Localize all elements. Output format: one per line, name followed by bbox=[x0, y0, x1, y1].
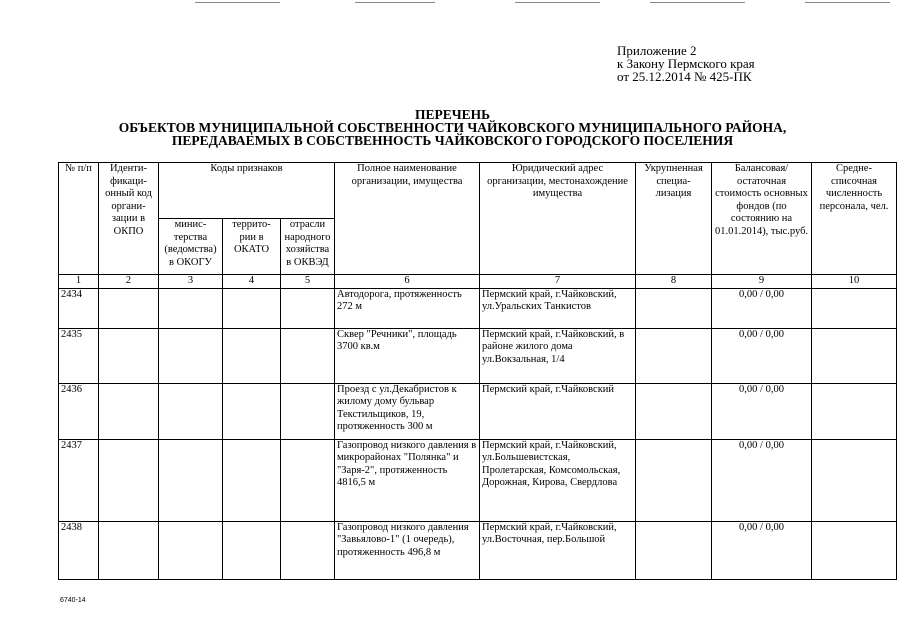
cell-empty bbox=[812, 383, 897, 439]
cell-empty bbox=[281, 521, 335, 579]
scan-top-mark bbox=[515, 2, 600, 3]
column-number: 8 bbox=[636, 275, 712, 289]
column-number: 4 bbox=[223, 275, 281, 289]
cell-empty bbox=[159, 383, 223, 439]
header-address: Юридический адрес организации, местонахождение имущества bbox=[480, 163, 636, 275]
cell-empty bbox=[812, 328, 897, 383]
object-address: Пермский край, г.Чайковский, ул.Уральских Танкистов bbox=[480, 288, 636, 328]
cell-empty bbox=[159, 439, 223, 521]
header-num: № п/п bbox=[59, 163, 99, 275]
header-codes: Коды признаков bbox=[159, 163, 335, 219]
scan-top-mark bbox=[805, 2, 890, 3]
header-spec: Укрупненная специа- лизация bbox=[636, 163, 712, 275]
cell-empty bbox=[281, 328, 335, 383]
column-number: 3 bbox=[159, 275, 223, 289]
scan-top-mark bbox=[355, 2, 435, 3]
column-number: 10 bbox=[812, 275, 897, 289]
header-staff: Средне- списочная численность персонала, чел. bbox=[812, 163, 897, 275]
title-line: ПЕРЕДАВАЕМЫХ В СОБСТВЕННОСТЬ ЧАЙКОВСКОГО ГОРОДСКОГО ПОСЕЛЕНИЯ bbox=[171, 133, 734, 148]
object-address: Пермский край, г.Чайковский, ул.Восточная, пер.Большой bbox=[480, 521, 636, 579]
header-okato: террито- рии в ОКАТО bbox=[223, 219, 281, 275]
title-line: ОБЪЕКТОВ МУНИЦИПАЛЬНОЙ СОБСТВЕННОСТИ ЧАЙКОВСКОГО МУНИЦИПАЛЬНОГО РАЙОНА, bbox=[118, 120, 787, 135]
appendix-line: Приложение 2 bbox=[617, 43, 697, 58]
cell-empty bbox=[99, 383, 159, 439]
document-title bbox=[0, 108, 905, 147]
header-okpo: Иденти- фикаци- онный код органи- зации в ОКПО bbox=[99, 163, 159, 275]
row-number: 2437 bbox=[59, 439, 99, 521]
cell-empty bbox=[159, 288, 223, 328]
cell-empty bbox=[99, 521, 159, 579]
header-okogu: минис- терства (ведомства) в ОКОГУ bbox=[159, 219, 223, 275]
column-number: 6 bbox=[335, 275, 480, 289]
object-name: Автодорога, протяженность 272 м bbox=[335, 288, 480, 328]
document-code: 6740-14 bbox=[60, 597, 86, 604]
table-row bbox=[59, 288, 897, 328]
scan-top-mark bbox=[195, 2, 280, 3]
cell-empty bbox=[636, 328, 712, 383]
cell-empty bbox=[812, 439, 897, 521]
cell-empty bbox=[281, 439, 335, 521]
cell-empty bbox=[99, 288, 159, 328]
cell-empty bbox=[223, 383, 281, 439]
cell-empty bbox=[812, 288, 897, 328]
object-address: Пермский край, г.Чайковский, в районе жилого дома ул.Вокзальная, 1/4 bbox=[480, 328, 636, 383]
cell-empty bbox=[281, 383, 335, 439]
object-address: Пермский край, г.Чайковский bbox=[480, 383, 636, 439]
table-row bbox=[59, 328, 897, 383]
table-row bbox=[59, 521, 897, 579]
column-number: 7 bbox=[480, 275, 636, 289]
cell-empty bbox=[636, 288, 712, 328]
column-number: 2 bbox=[99, 275, 159, 289]
row-number: 2436 bbox=[59, 383, 99, 439]
scan-top-mark bbox=[650, 2, 745, 3]
cell-empty bbox=[223, 439, 281, 521]
cell-empty bbox=[159, 328, 223, 383]
cell-empty bbox=[812, 521, 897, 579]
object-value: 0,00 / 0,00 bbox=[712, 288, 812, 328]
object-value: 0,00 / 0,00 bbox=[712, 521, 812, 579]
header-okved: отрасли народного хозяйства в ОКВЭД bbox=[281, 219, 335, 275]
object-name: Газопровод низкого давления "Завьялово-1" (1 очередь), протяженность 496,8 м bbox=[335, 521, 480, 579]
header-balance: Балансовая/ остаточная стоимость основных фондов (по состоянию на 01.01.2014), тыс.руб. bbox=[712, 163, 812, 275]
object-address: Пермский край, г.Чайковский, ул.Большевистская, Пролетарская, Комсомольская, Дорожная, Кирова, Свердлова bbox=[480, 439, 636, 521]
cell-empty bbox=[99, 439, 159, 521]
header-name: Полное наименование организации, имущества bbox=[335, 163, 480, 275]
cell-empty bbox=[99, 328, 159, 383]
cell-empty bbox=[223, 328, 281, 383]
objects-table bbox=[58, 162, 897, 580]
appendix-note bbox=[617, 44, 755, 83]
object-value: 0,00 / 0,00 bbox=[712, 439, 812, 521]
column-number: 1 bbox=[59, 275, 99, 289]
object-value: 0,00 / 0,00 bbox=[712, 383, 812, 439]
column-number: 5 bbox=[281, 275, 335, 289]
object-name: Сквер "Речники", площадь 3700 кв.м bbox=[335, 328, 480, 383]
cell-empty bbox=[636, 439, 712, 521]
cell-empty bbox=[636, 383, 712, 439]
object-name: Проезд с ул.Декабристов к жилому дому бульвар Текстильщиков, 19, протяженность 300 м bbox=[335, 383, 480, 439]
cell-empty bbox=[636, 521, 712, 579]
object-name: Газопровод низкого давления в микрорайонах "Полянка" и "Заря-2", протяженность 4816,5 м bbox=[335, 439, 480, 521]
appendix-line: от 25.12.2014 № 425-ПК bbox=[617, 69, 752, 84]
cell-empty bbox=[159, 521, 223, 579]
cell-empty bbox=[223, 521, 281, 579]
table-header-row bbox=[59, 163, 897, 219]
column-number-row bbox=[59, 275, 897, 289]
title-line: ПЕРЕЧЕНЬ bbox=[414, 107, 491, 122]
row-number: 2435 bbox=[59, 328, 99, 383]
cell-empty bbox=[223, 288, 281, 328]
column-number: 9 bbox=[712, 275, 812, 289]
row-number: 2434 bbox=[59, 288, 99, 328]
row-number: 2438 bbox=[59, 521, 99, 579]
cell-empty bbox=[281, 288, 335, 328]
appendix-line: к Закону Пермского края bbox=[617, 56, 755, 71]
table-row bbox=[59, 439, 897, 521]
object-value: 0,00 / 0,00 bbox=[712, 328, 812, 383]
table-row bbox=[59, 383, 897, 439]
